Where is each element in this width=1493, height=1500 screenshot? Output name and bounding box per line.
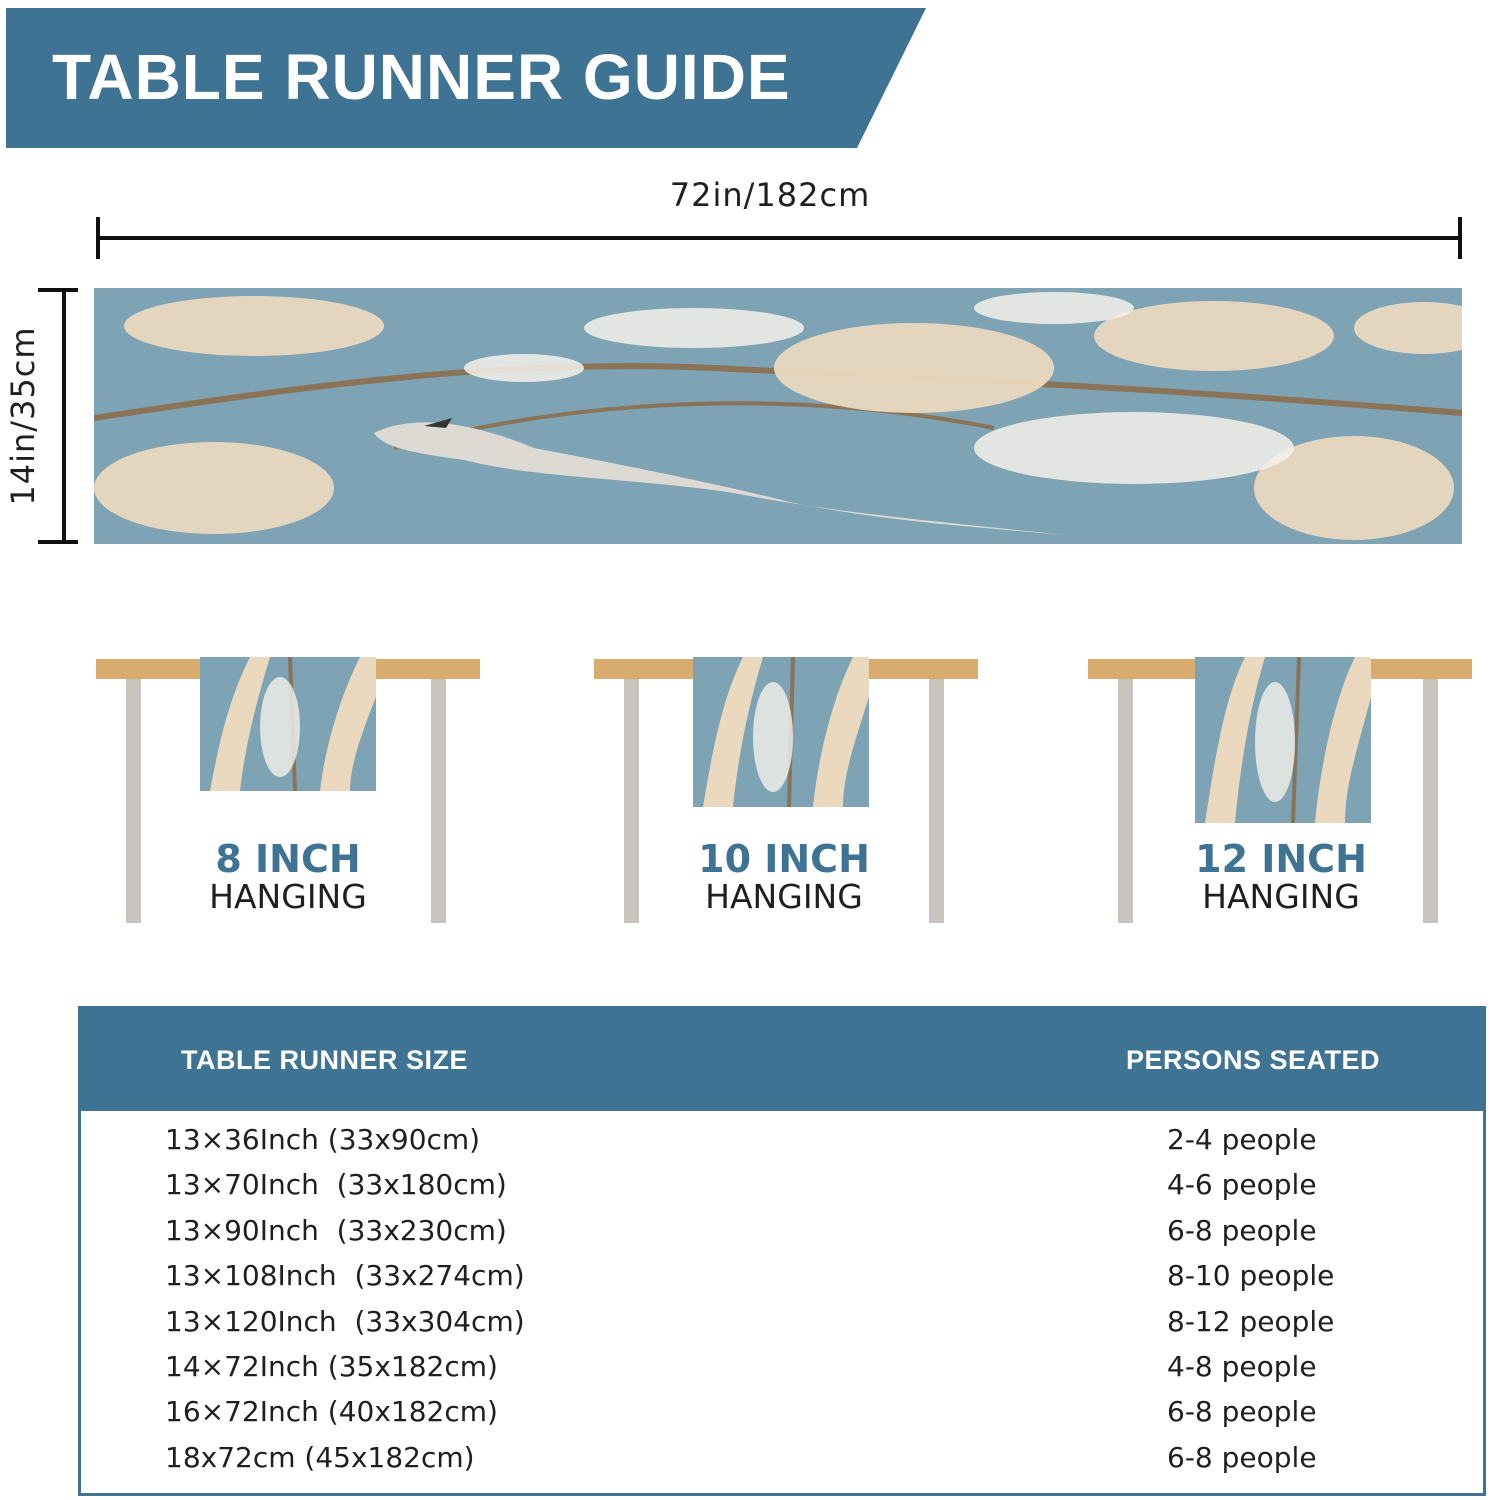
cell-persons: 6-8 people — [1167, 1395, 1317, 1429]
cell-persons: 2-4 people — [1167, 1123, 1317, 1156]
cell-persons: 6-8 people — [1167, 1440, 1317, 1474]
length-dimension-label: 72in/182cm — [669, 176, 871, 214]
cell-persons: 6-8 people — [1167, 1213, 1317, 1247]
length-dimension-cap-left — [96, 217, 100, 259]
cell-persons: 8-12 people — [1167, 1304, 1335, 1338]
cell-size: 18x72cm (45x182cm) — [165, 1440, 475, 1474]
cell-persons: 8-10 people — [1167, 1259, 1335, 1293]
header-persons-seated: PERSONS SEATED — [1126, 1045, 1381, 1075]
table-row — [81, 1393, 1483, 1438]
page-title: TABLE RUNNER GUIDE — [52, 41, 791, 113]
width-dimension-cap-top — [38, 288, 78, 292]
table-row — [81, 1212, 1483, 1257]
table-row — [81, 1121, 1483, 1166]
cell-size: 13×36Inch (33x90cm) — [165, 1123, 481, 1156]
length-dimension-cap-right — [1458, 217, 1462, 259]
table-row — [81, 1257, 1483, 1302]
size-table — [78, 1006, 1486, 1496]
cell-size: 13×108Inch (33x274cm) — [165, 1259, 525, 1293]
table-row — [81, 1348, 1483, 1393]
runner-pattern-image — [94, 288, 1462, 544]
hanging-size: 8 INCH — [215, 837, 361, 881]
table-row — [81, 1439, 1483, 1484]
hanging-label-8-inch — [138, 837, 438, 916]
size-table-header — [81, 1009, 1483, 1111]
cell-size: 13×120Inch (33x304cm) — [165, 1304, 525, 1338]
cell-persons: 4-8 people — [1167, 1349, 1317, 1383]
hanging-label-12-inch — [1131, 837, 1431, 916]
hanging-runner-12-inch — [1195, 657, 1371, 823]
table-row — [81, 1303, 1483, 1348]
hanging-runner-8-inch — [200, 657, 376, 791]
cell-size: 14×72Inch (35x182cm) — [165, 1349, 498, 1383]
size-table-rows — [81, 1121, 1483, 1484]
cell-persons: 4-6 people — [1167, 1168, 1317, 1202]
table-row — [81, 1166, 1483, 1211]
cell-size: 16×72Inch (40x182cm) — [165, 1395, 498, 1429]
hanging-size: 12 INCH — [1195, 837, 1367, 881]
hanging-word: HANGING — [209, 876, 367, 916]
width-dimension-cap-bottom — [38, 540, 78, 544]
cell-size: 13×70Inch (33x180cm) — [165, 1168, 507, 1202]
length-dimension-line — [96, 236, 1462, 240]
header-table-runner-size: TABLE RUNNER SIZE — [181, 1045, 469, 1075]
width-dimension-line — [62, 288, 66, 544]
cell-size: 13×90Inch (33x230cm) — [165, 1213, 507, 1247]
hanging-size: 10 INCH — [698, 837, 870, 881]
width-dimension-label: 14in/35cm — [4, 326, 42, 506]
hanging-word: HANGING — [1202, 876, 1360, 916]
hanging-runner-10-inch — [693, 657, 869, 807]
hanging-word: HANGING — [705, 876, 863, 916]
hanging-label-10-inch — [634, 837, 934, 916]
